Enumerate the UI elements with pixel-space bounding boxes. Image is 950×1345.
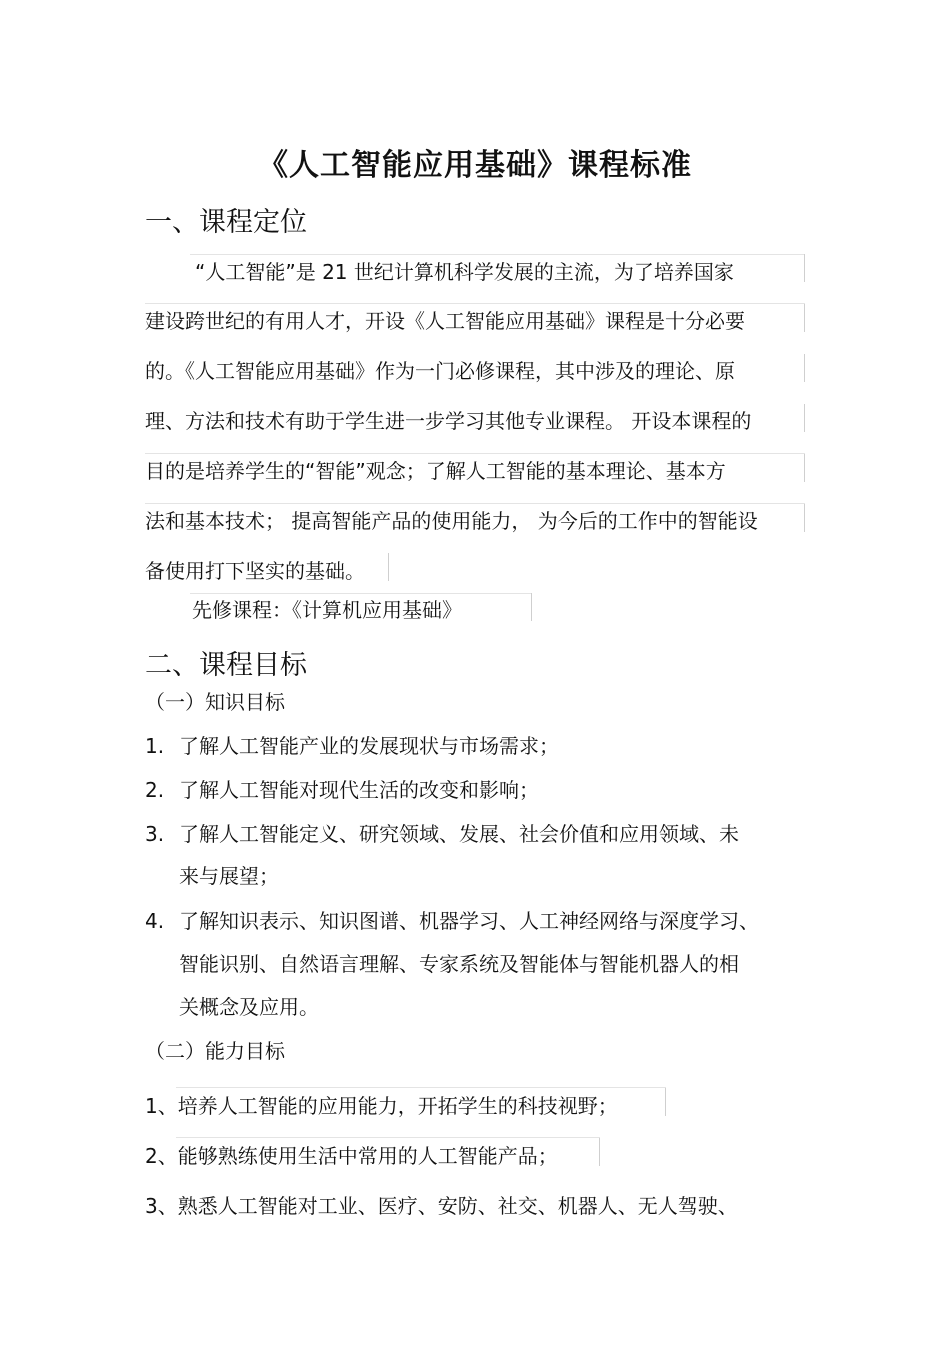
list-item: 2. 了解人工智能对现代生活的改变和影响； — [145, 778, 539, 802]
list-item: 3、熟悉人工智能对工业、医疗、安防、社交、机器人、无人驾驶、 — [145, 1194, 738, 1218]
list-item: 4. 了解知识表示、知识图谱、机器学习、人工神经网络与深度学习、 — [145, 909, 759, 933]
paragraph-line: 理、方法和技术有助于学生进一步学习其他专业课程。 开设本课程的 — [145, 409, 752, 433]
paragraph-line: “人工智能”是 21 世纪计算机科学发展的主流，为了培养国家 — [195, 260, 734, 284]
prerequisite-course: 先修课程：《计算机应用基础》 — [192, 598, 462, 622]
paragraph-line: 备使用打下坚实的基础。 — [145, 559, 365, 583]
subheading-ability-goals: （二）能力目标 — [145, 1039, 285, 1063]
paragraph-line: 建设跨世纪的有用人才，开设《人工智能应用基础》课程是十分必要 — [145, 309, 745, 333]
paragraph-line: 的。《人工智能应用基础》作为一门必修课程，其中涉及的理论、原 — [145, 359, 735, 383]
list-item: 1、培养人工智能的应用能力，开拓学生的科技视野； — [145, 1094, 618, 1118]
list-item: 2、能够熟练使用生活中常用的人工智能产品； — [145, 1144, 558, 1168]
section-heading-course-position: 一、课程定位 — [145, 207, 307, 238]
list-item-continuation: 来与展望； — [179, 864, 279, 888]
paragraph-line: 法和基本技术； 提高智能产品的使用能力， 为今后的工作中的智能设 — [145, 509, 758, 533]
subheading-knowledge-goals: （一）知识目标 — [145, 690, 285, 714]
list-item: 1. 了解人工智能产业的发展现状与市场需求； — [145, 734, 559, 758]
list-item-continuation: 智能识别、自然语言理解、专家系统及智能体与智能机器人的相 — [179, 952, 739, 976]
list-item-continuation: 关概念及应用。 — [179, 995, 319, 1019]
list-item: 3. 了解人工智能定义、研究领域、发展、社会价值和应用领域、未 — [145, 822, 739, 846]
paragraph-line: 目的是培养学生的“智能”观念；了解人工智能的基本理论、基本方 — [145, 459, 726, 483]
section-heading-course-goals: 二、课程目标 — [145, 650, 307, 681]
document-title: 《人工智能应用基础》课程标准 — [258, 148, 692, 183]
